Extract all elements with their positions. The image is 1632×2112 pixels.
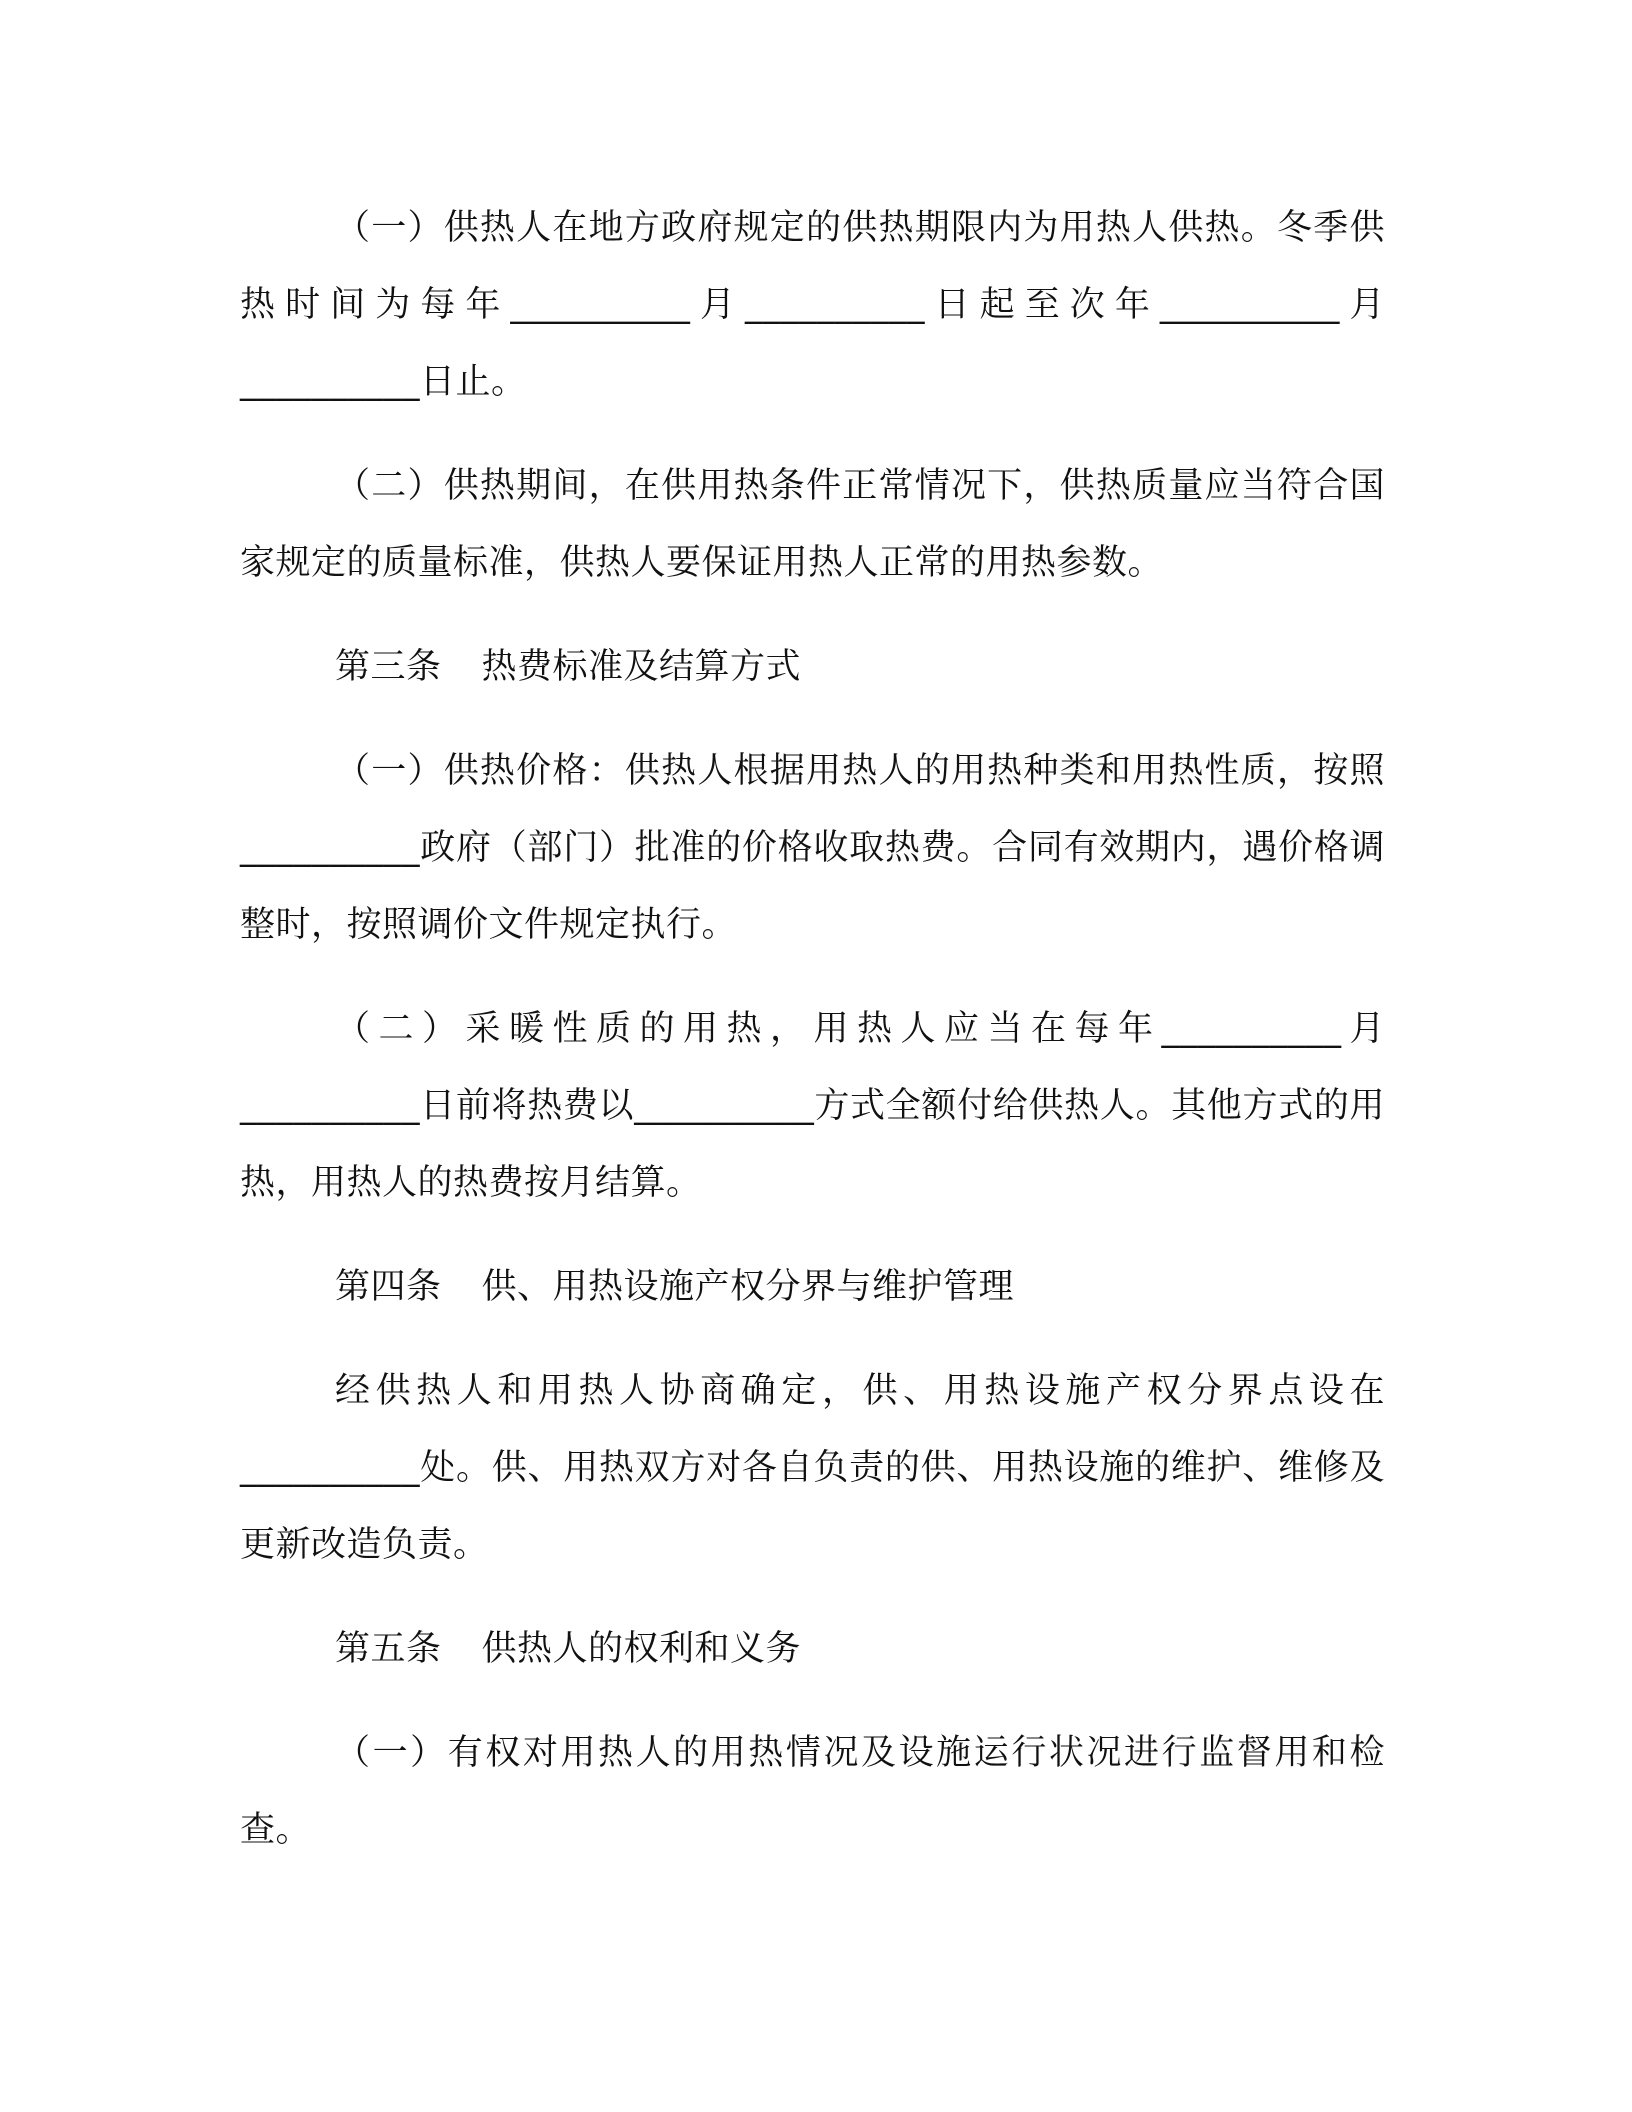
clause-paragraph: （二）采暖性质的用热，用热人应当在每年__________月__________日前将热费以__________方式全额付给供热人。其他方式的用热，用热人的热费按月结算。	[240, 1009, 1385, 1203]
article-number: 第三条	[335, 647, 442, 687]
article-title: 供、用热设施产权分界与维护管理	[481, 1267, 1015, 1307]
article-number: 第四条	[335, 1267, 442, 1307]
clause-paragraph: 经供热人和用热人协商确定，供、用热设施产权分界点设在__________处。供、用热双方对各自负责的供、用热设施的维护、维修及更新改造负责。	[240, 1371, 1385, 1565]
clause-paragraph: （一）供热价格：供热人根据用热人的用热种类和用热性质，按照__________政府（部门）批准的价格收取热费。合同有效期内，遇价格调整时，按照调价文件规定执行。	[240, 751, 1385, 945]
article-heading	[240, 629, 1385, 706]
clause-paragraph: （二）供热期间，在供用热条件正常情况下，供热质量应当符合国家规定的质量标准，供热人要保证用热人正常的用热参数。	[240, 466, 1385, 583]
article-title: 供热人的权利和义务	[481, 1629, 802, 1669]
article-heading	[240, 1611, 1385, 1688]
clause-paragraph: （一）有权对用热人的用热情况及设施运行状况进行监督用和检查。	[240, 1733, 1385, 1850]
document-page	[240, 190, 1385, 1896]
clause-paragraph: （一）供热人在地方政府规定的供热期限内为用热人供热。冬季供热时间为每年__________月__________日起至次年__________月__________日止。	[240, 208, 1385, 402]
article-title: 热费标准及结算方式	[481, 647, 802, 687]
article-heading	[240, 1249, 1385, 1326]
article-number: 第五条	[335, 1629, 442, 1669]
